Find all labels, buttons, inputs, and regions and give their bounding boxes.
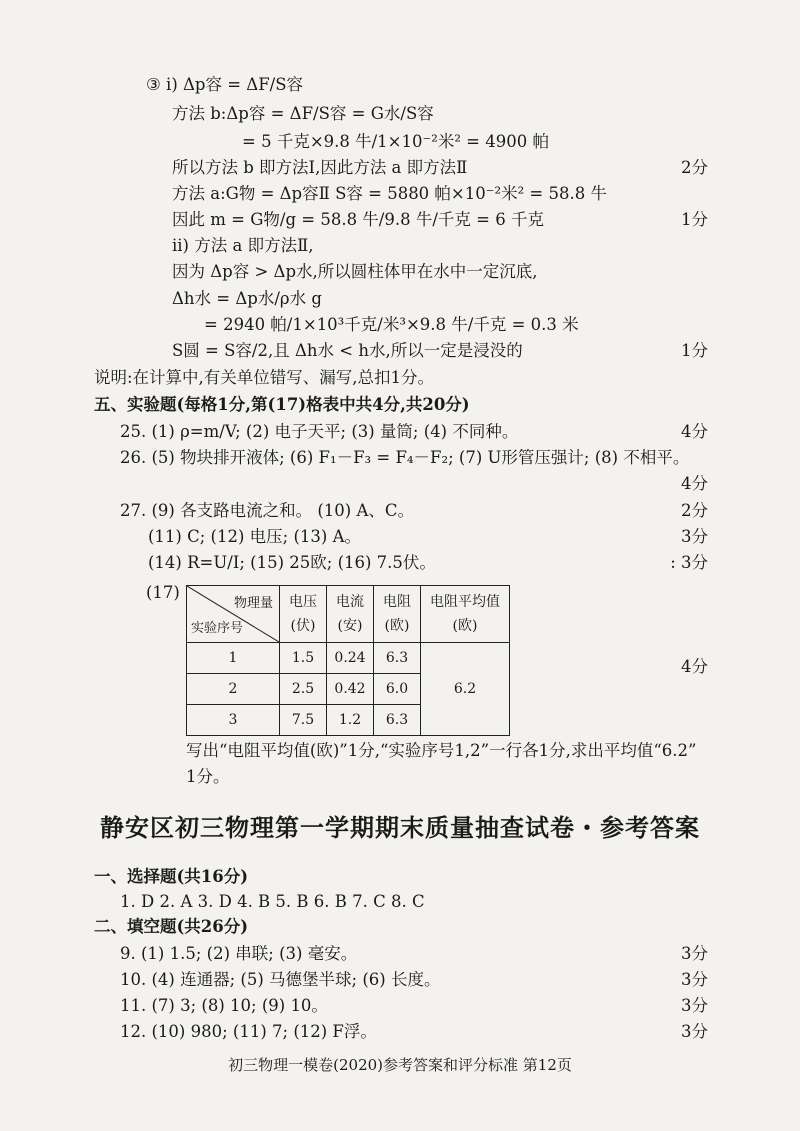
- q12: 12. (10) 980; (11) 7; (12) F浮。: [120, 1022, 377, 1041]
- q25: 25. (1) ρ=m/V; (2) 电子天平; (3) 量筒; (4) 不同种。: [120, 422, 519, 441]
- q11-score: 3分: [681, 996, 708, 1015]
- row-resistance: 6.3: [374, 705, 421, 736]
- page-title: 静安区初三物理第一学期期末质量抽查试卷・参考答案: [100, 814, 700, 842]
- q10-score: 3分: [681, 970, 708, 989]
- section-5-heading: 五、实验题(每格1分,第(17)格表中共4分,共20分): [94, 395, 470, 414]
- part3-line-10: = 2940 帕/1×10³千克/米³×9.8 牛/千克 = 0.3 米: [204, 315, 579, 334]
- q27b: (11) C; (12) 电压; (13) A。: [148, 527, 361, 546]
- part3-line-8: 因为 Δp容 > Δp水,所以圆柱体甲在水中一定沉底,: [172, 262, 538, 281]
- score-1a: 1分: [681, 210, 708, 229]
- section-2-heading: 二、填空题(共26分): [94, 917, 249, 936]
- header-voltage: 电压 (伏): [280, 586, 327, 643]
- note: 说明:在计算中,有关单位错写、漏写,总扣1分。: [94, 368, 435, 387]
- q27-note-1: 写出“电阻平均值(欧)”1分,“实验序号1,2”一行各1分,求出平均值“6.2”: [186, 741, 697, 760]
- q26: 26. (5) 物块排开液体; (6) F₁－F₃ = F₄－F₂; (7) U形管压强计; (8) 不相平。: [120, 448, 690, 467]
- part3-line-9: Δh水 = Δp水/ρ水 g: [172, 289, 322, 308]
- row-no: 3: [187, 705, 280, 736]
- q11: 11. (7) 3; (8) 10; (9) 10。: [120, 996, 328, 1015]
- q12-score: 3分: [681, 1022, 708, 1041]
- page-footer: 初三物理一模卷(2020)参考答案和评分标准 第12页: [228, 1056, 572, 1074]
- part3-line-7: ii) 方法 a 即方法Ⅱ,: [172, 236, 314, 255]
- part3-line-11: S圆 = S容/2,且 Δh水 < h水,所以一定是浸没的: [172, 341, 523, 360]
- q27d-label: (17): [146, 583, 180, 602]
- q27-note-2: 1分。: [186, 767, 230, 786]
- score-2: 2分: [681, 158, 708, 177]
- row-current: 0.42: [327, 674, 374, 705]
- q27a: 27. (9) 各支路电流之和。 (10) A、C。: [120, 501, 415, 520]
- q26-score: 4分: [681, 474, 708, 493]
- q27d-score: 4分: [681, 657, 708, 676]
- part3-line-5: 方法 a:G物 = Δp容Ⅱ S容 = 5880 帕×10⁻²米² = 58.8 牛: [172, 184, 607, 203]
- q27c: (14) R=U/I; (15) 25欧; (16) 7.5伏。: [148, 553, 436, 572]
- avg-value: 6.2: [421, 643, 510, 736]
- table-corner-cell: [187, 586, 280, 643]
- part3-line-3: = 5 千克×9.8 牛/1×10⁻²米² = 4900 帕: [242, 132, 549, 151]
- header-current: 电流 (安): [327, 586, 374, 643]
- row-voltage: 1.5: [280, 643, 327, 674]
- q9: 9. (1) 1.5; (2) 串联; (3) 毫安。: [120, 944, 358, 963]
- header-resistance: 电阻 (欧): [374, 586, 421, 643]
- q10: 10. (4) 连通器; (5) 马德堡半球; (6) 长度。: [120, 970, 441, 989]
- table-row: [187, 643, 510, 674]
- corner-top-label: 物理量: [233, 596, 273, 611]
- results-table: [186, 585, 510, 736]
- q27a-score: 2分: [681, 501, 708, 520]
- part3-line-1: ③ i) Δp容 = ΔF/S容: [146, 75, 304, 94]
- row-resistance: 6.0: [374, 674, 421, 705]
- part3-line-6: 因此 m = G物/g = 58.8 牛/9.8 牛/千克 = 6 千克: [172, 210, 544, 229]
- q9-score: 3分: [681, 944, 708, 963]
- q25-score: 4分: [681, 422, 708, 441]
- q27b-score: 3分: [681, 527, 708, 546]
- header-avg-resistance: 电阻平均值 (欧): [421, 586, 510, 643]
- circle-number: ③: [146, 75, 161, 94]
- section-1-heading: 一、选择题(共16分): [94, 867, 249, 886]
- score-1b: 1分: [681, 341, 708, 360]
- row-voltage: 7.5: [280, 705, 327, 736]
- corner-bottom-label: 实验序号: [191, 621, 244, 636]
- choice-answers: 1. D 2. A 3. D 4. B 5. B 6. B 7. C 8. C: [120, 892, 425, 911]
- row-voltage: 2.5: [280, 674, 327, 705]
- part3-line-4: 所以方法 b 即方法Ⅰ,因此方法 a 即方法Ⅱ: [172, 158, 468, 177]
- row-no: 1: [187, 643, 280, 674]
- row-current: 1.2: [327, 705, 374, 736]
- q27c-score: : 3分: [670, 553, 708, 572]
- part3-line-2: 方法 b:Δp容 = ΔF/S容 = G水/S容: [172, 104, 434, 123]
- row-current: 0.24: [327, 643, 374, 674]
- row-resistance: 6.3: [374, 643, 421, 674]
- row-no: 2: [187, 674, 280, 705]
